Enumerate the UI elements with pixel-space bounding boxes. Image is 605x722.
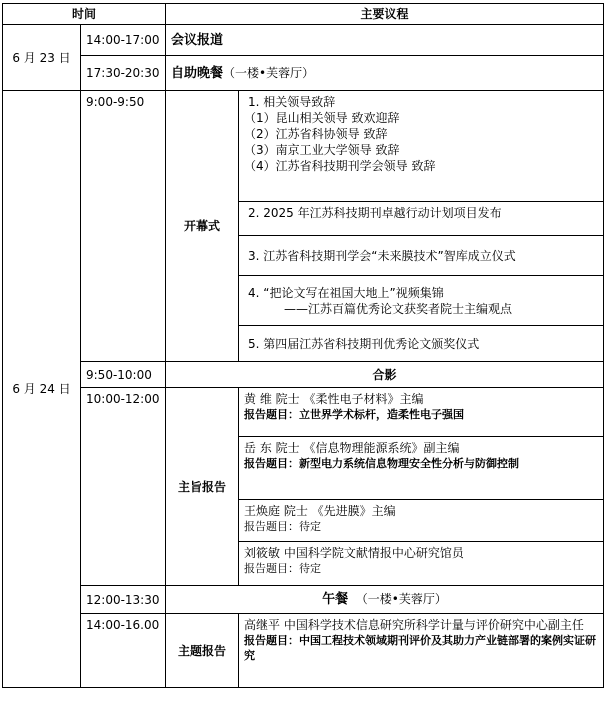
- location-note: （一楼•芙蓉厅）: [355, 592, 447, 606]
- item-title: 2. 2025 年江苏科技期刊卓越行动计划项目发布: [248, 206, 502, 220]
- session-keynote: 主旨报告: [166, 388, 239, 586]
- item-sub: （2）江苏省科协领导 致辞: [244, 127, 388, 141]
- item-title: 3. 江苏省科技期刊学会“未来膜技术”智库成立仪式: [248, 248, 516, 263]
- location-note: （一楼•芙蓉厅）: [223, 65, 315, 80]
- keynote-speaker-cell: [239, 500, 604, 542]
- agenda-lunch: [166, 586, 604, 614]
- table-row: [3, 362, 604, 388]
- agenda-item-3: [239, 236, 604, 276]
- time-cell: 14:00-17:00: [81, 25, 166, 56]
- time-cell: 12:00-13:30: [81, 586, 166, 614]
- agenda-item-5: [239, 326, 604, 362]
- keynote-speaker-cell: [239, 388, 604, 437]
- item-sub: （1）昆山相关领导 致欢迎辞: [244, 111, 400, 125]
- item-sub: （3）南京工业大学领导 致辞: [244, 143, 400, 157]
- agenda-item-2: [239, 202, 604, 236]
- speaker: 刘筱敏 中国科学院文献情报中心研究馆员: [244, 546, 464, 560]
- agenda-table: [2, 3, 604, 688]
- agenda-cell: [166, 56, 604, 91]
- table-row: [3, 586, 604, 614]
- speaker: 岳 东 院士 《信息物理能源系统》副主编: [244, 441, 460, 455]
- header-row: [3, 4, 604, 25]
- item-title: 5. 第四届江苏省科技期刊优秀论文颁奖仪式: [248, 336, 480, 351]
- agenda-photo: 合影: [166, 362, 604, 388]
- agenda-cell: [166, 25, 604, 56]
- session-opening: 开幕式: [166, 91, 239, 362]
- time-cell: 9:50-10:00: [81, 362, 166, 388]
- theme-speaker-cell: [239, 614, 604, 688]
- item-sub: ——江苏百篇优秀论文获奖者院士主编观点: [284, 301, 513, 316]
- agenda-title: 自助晚餐: [171, 65, 224, 81]
- item-title: 1. 相关领导致辞: [248, 95, 336, 109]
- item-title: 4. “把论文写在祖国大地上”视频集锦: [248, 285, 444, 300]
- table-row: [3, 56, 604, 91]
- keynote-speaker-cell: [239, 542, 604, 586]
- header-agenda: 主要议程: [166, 4, 604, 25]
- report-title: 报告题目：立世界学术标杆，造柔性电子强国: [244, 408, 465, 421]
- table-row: [3, 388, 604, 437]
- agenda-item-4: [239, 276, 604, 326]
- time-cell: 10:00-12:00: [81, 388, 166, 586]
- speaker: 黄 维 院士 《柔性电子材料》主编: [244, 392, 424, 406]
- time-cell: 17:30-20:30: [81, 56, 166, 91]
- item-sub: （4）江苏省科技期刊学会领导 致辞: [244, 159, 436, 173]
- report-title: 报告题目：待定: [244, 562, 322, 575]
- day2-date: 6 月 24 日: [3, 91, 81, 688]
- report-title: 报告题目：新型电力系统信息物理安全性分析与防御控制: [244, 457, 520, 470]
- speaker: 王焕庭 院士 《先进膜》主编: [244, 504, 396, 518]
- day1-date: 6 月 23 日: [3, 25, 81, 91]
- table-row: [3, 91, 604, 202]
- report-title: 报告题目：中国工程技术领域期刊评价及其助力产业链部署的案例实证研究: [244, 634, 597, 662]
- header-time: 时间: [3, 4, 166, 25]
- agenda-item-1: [239, 91, 604, 202]
- speaker: 高继平 中国科学技术信息研究所科学计量与评价研究中心副主任: [244, 618, 584, 632]
- report-title: 报告题目：待定: [244, 520, 322, 533]
- agenda-title: 会议报道: [171, 32, 224, 48]
- keynote-speaker-cell: [239, 437, 604, 500]
- agenda-title: 午餐: [322, 592, 349, 607]
- table-row: [3, 25, 604, 56]
- session-theme: 主题报告: [166, 614, 239, 688]
- time-cell: 9:00-9:50: [81, 91, 166, 362]
- table-row: [3, 614, 604, 688]
- time-cell: 14:00-16.00: [81, 614, 166, 688]
